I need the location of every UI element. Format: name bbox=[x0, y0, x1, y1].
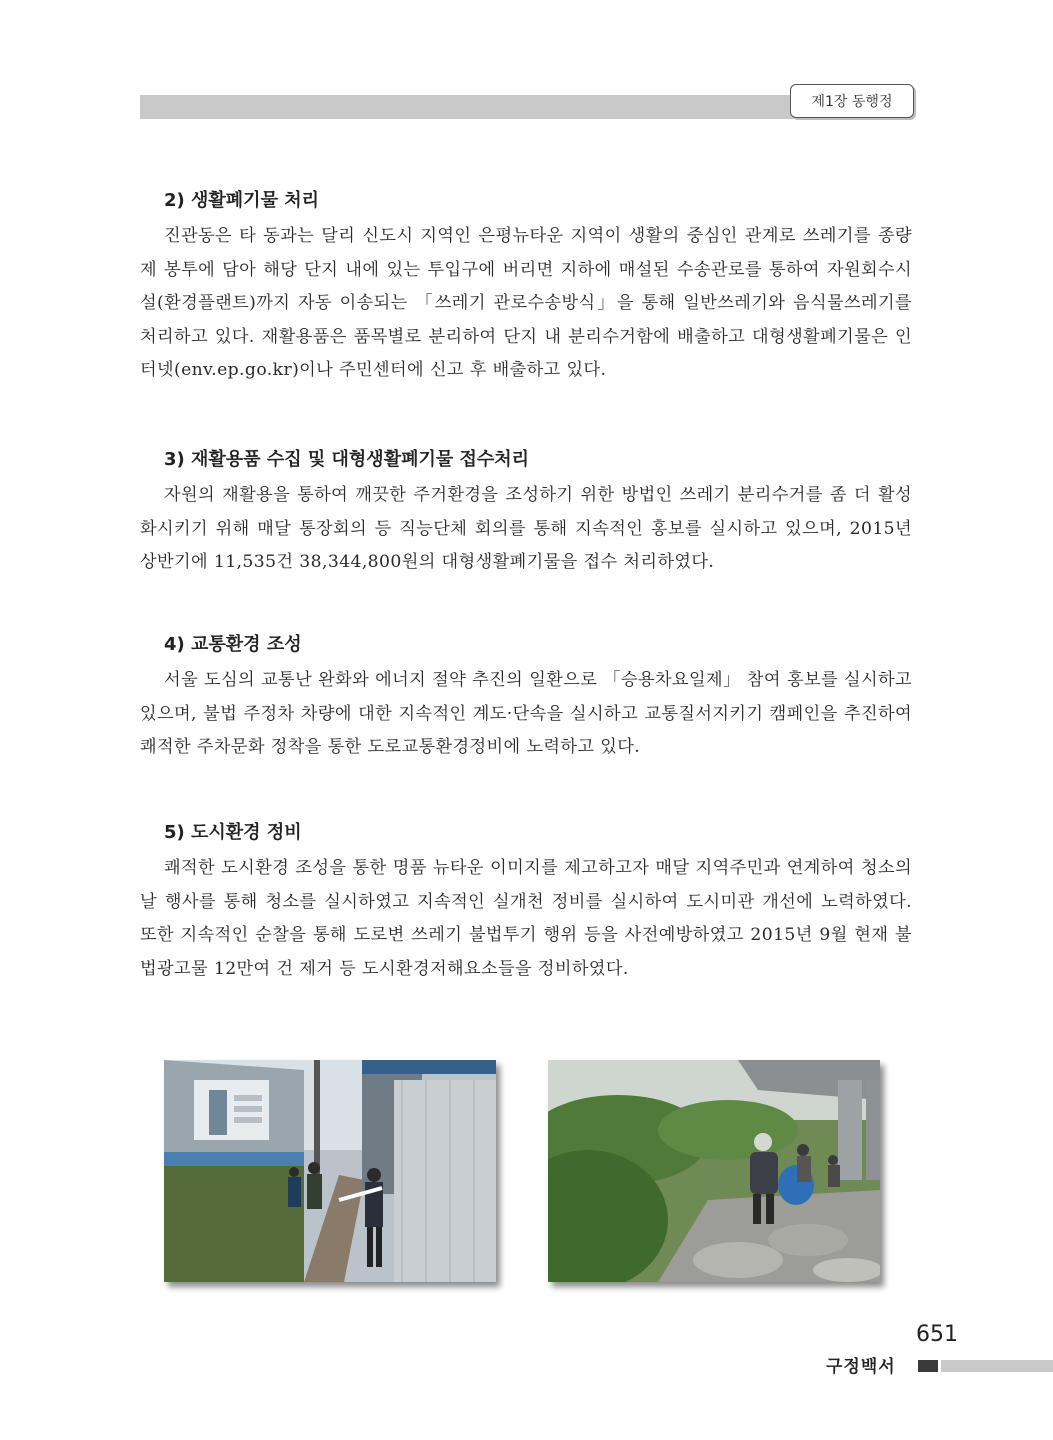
section-body: 서울 도심의 교통난 완화와 에너지 절약 추진의 일환으로 「승용차요일제」 참여 홍보를 실시하고 있으며, 불법 주정차 차량에 대한 지속적인 계도·단속을 실시하고 교통질서지키기 캠페인을 추진하여 쾌적한 주차문화 정착을 통한 도로교통환경정비에 노력하고 있다. bbox=[140, 670, 912, 757]
section-waste-disposal bbox=[140, 186, 912, 388]
stream-cleanup-photo bbox=[548, 1060, 880, 1282]
section-title: 5) 도시환경 정비 bbox=[164, 822, 302, 843]
footer-bar-light bbox=[941, 1360, 1053, 1372]
footer-bar-dark bbox=[918, 1360, 938, 1372]
book-title: 구정백서 bbox=[826, 1357, 896, 1377]
section-traffic bbox=[140, 630, 912, 765]
section-body: 진관동은 타 동과는 달리 신도시 지역인 은평뉴타운 지역이 생활의 중심인 관계로 쓰레기를 종량제 봉투에 담아 해당 단지 내에 있는 투입구에 버리면 지하에 매설된 수송관로를 통하여 자원회수시설(환경플랜트)까지 자동 이송되는 「쓰레기 관로수송방식」을 통해 일반쓰레기와 음식물쓰레기를 처리하고 있다. 재활용품은 품목별로 분리하여 단지 내 분리수거함에 배출하고 대형생활폐기물은 인터넷(env.ep.go.kr)이나 주민센터에 신고 후 배출하고 있다. bbox=[140, 226, 912, 380]
section-urban-environment bbox=[140, 818, 912, 986]
section-body: 쾌적한 도시환경 조성을 통한 명품 뉴타운 이미지를 제고하고자 매달 지역주민과 연계하여 청소의 날 행사를 통해 청소를 실시하였고 지속적인 실개천 정비를 실시하여 도시미관 개선에 노력하였다. 또한 지속적인 순찰을 통해 도로변 쓰레기 불법투기 행위 등을 사전예방하였고 2015년 9월 현재 불법광고물 12만여 건 제거 등 도시환경저해요소들을 정비하였다. bbox=[140, 858, 912, 979]
chapter-tab: 제1장 동행정 bbox=[790, 84, 914, 118]
section-recycling bbox=[140, 445, 912, 580]
section-body: 자원의 재활용을 통하여 깨끗한 주거환경을 조성하기 위한 방법인 쓰레기 분리수거를 좀 더 활성화시키기 위해 매달 통장회의 등 직능단체 회의를 통해 지속적인 홍보를 실시하고 있으며, 2015년 상반기에 11,535건 38,344,800원의 대형생활폐기물을 접수 처리하였다. bbox=[140, 485, 912, 572]
section-title: 2) 생활폐기물 처리 bbox=[164, 190, 319, 211]
page-number: 651 bbox=[916, 1322, 958, 1347]
street-cleanup-photo bbox=[164, 1060, 496, 1282]
section-title: 4) 교통환경 조성 bbox=[164, 634, 302, 655]
section-title: 3) 재활용품 수집 및 대형생활폐기물 접수처리 bbox=[164, 449, 530, 470]
